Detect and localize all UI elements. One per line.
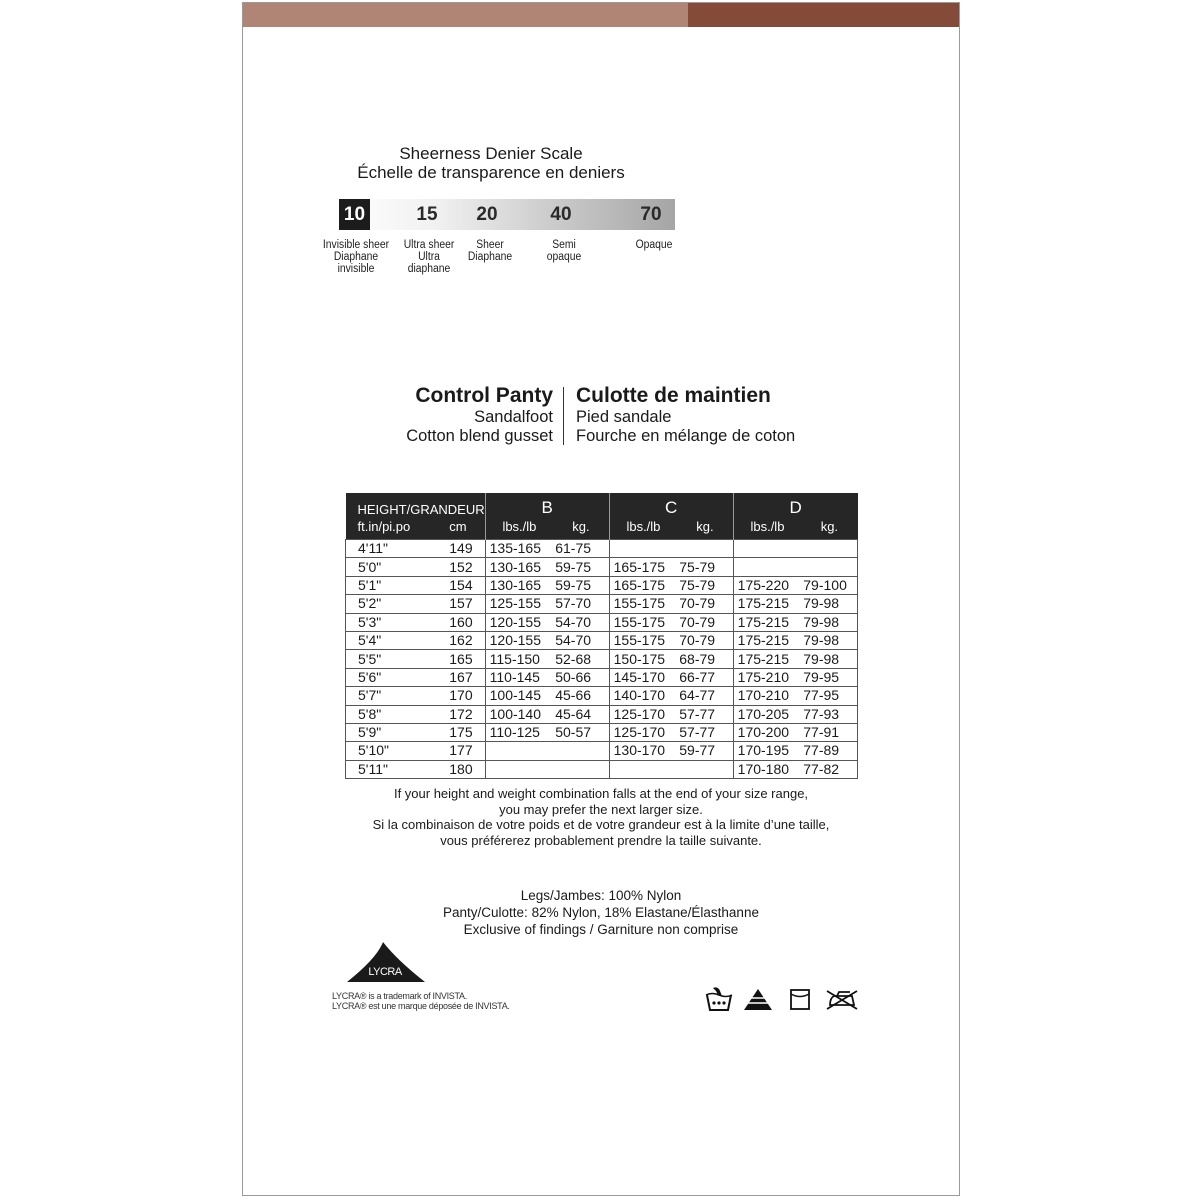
kg-header-d: kg. bbox=[801, 518, 857, 540]
cell-c-kg: 64-77 bbox=[677, 687, 733, 705]
denier-scale-title-fr: Échelle de transparence en deniers bbox=[357, 163, 625, 182]
kg-header-b: kg. bbox=[553, 518, 609, 540]
denier-label-20: Sheer Diaphane bbox=[467, 239, 513, 263]
cell-d-kg: 77-89 bbox=[801, 742, 857, 760]
cell-b-kg: 54-70 bbox=[553, 613, 609, 631]
cell-d-kg bbox=[801, 540, 857, 558]
cell-b-kg bbox=[553, 760, 609, 778]
denier-value-40: 40 bbox=[550, 204, 572, 225]
product-name-fr: Culotte de maintien bbox=[576, 384, 771, 407]
cell-b-lbs: 135-165 bbox=[485, 540, 553, 558]
lycra-trademark-fr: LYCRA® est une marque déposée de INVISTA. bbox=[332, 1001, 510, 1011]
cell-cm: 175 bbox=[435, 723, 485, 741]
lycra-trademark-en: LYCRA® is a trademark of INVISTA. bbox=[332, 991, 467, 1001]
table-row bbox=[346, 558, 858, 576]
cell-d-kg: 79-98 bbox=[801, 613, 857, 631]
cell-d-kg: 79-95 bbox=[801, 668, 857, 686]
product-foot-fr: Pied sandale bbox=[576, 408, 672, 426]
cell-c-lbs: 155-175 bbox=[609, 631, 677, 649]
cell-d-kg: 77-95 bbox=[801, 687, 857, 705]
lycra-logo bbox=[343, 938, 427, 986]
size-note-fr-2: vous préférerez probablement prendre la taille suivante. bbox=[440, 832, 762, 848]
ft-header: ft.in/pi.po bbox=[346, 518, 435, 540]
cell-d-lbs: 170-200 bbox=[733, 723, 801, 741]
hand-wash-icon bbox=[704, 986, 734, 1012]
table-row bbox=[346, 687, 858, 705]
product-divider bbox=[563, 387, 564, 445]
cell-cm: 167 bbox=[435, 668, 485, 686]
cell-b-kg: 52-68 bbox=[553, 650, 609, 668]
cell-b-lbs: 100-145 bbox=[485, 687, 553, 705]
cell-b-lbs bbox=[485, 742, 553, 760]
cell-cm: 160 bbox=[435, 613, 485, 631]
cell-d-lbs bbox=[733, 540, 801, 558]
lbs-header-c: lbs./lb bbox=[609, 518, 677, 540]
cell-d-lbs: 170-210 bbox=[733, 687, 801, 705]
cell-c-kg bbox=[677, 540, 733, 558]
product-gusset-fr: Fourche en mélange de coton bbox=[576, 427, 796, 445]
cell-d-kg: 79-98 bbox=[801, 650, 857, 668]
group-header-b: B bbox=[485, 493, 609, 518]
fabric-panty: Panty/Culotte: 82% Nylon, 18% Elastane/Élasthanne bbox=[443, 905, 759, 920]
size-chart bbox=[345, 493, 858, 779]
cell-cm: 177 bbox=[435, 742, 485, 760]
cell-d-lbs: 175-215 bbox=[733, 631, 801, 649]
cell-b-kg: 59-75 bbox=[553, 558, 609, 576]
product-description-fr bbox=[576, 384, 795, 446]
cell-b-lbs: 130-165 bbox=[485, 576, 553, 594]
cell-cm: 180 bbox=[435, 760, 485, 778]
size-note-en-1: If your height and weight combination falls at the end of your size range, bbox=[393, 786, 809, 801]
non-chlorine-bleach-icon bbox=[742, 986, 774, 1012]
cell-b-kg: 50-66 bbox=[553, 668, 609, 686]
cell-b-kg bbox=[553, 742, 609, 760]
cell-ft: 5'5" bbox=[346, 650, 435, 668]
cell-c-kg: 70-79 bbox=[677, 595, 733, 613]
cell-c-lbs: 155-175 bbox=[609, 613, 677, 631]
cell-cm: 172 bbox=[435, 705, 485, 723]
cell-c-lbs bbox=[609, 540, 677, 558]
cell-ft: 5'6" bbox=[346, 668, 435, 686]
cell-ft: 5'7" bbox=[346, 687, 435, 705]
table-row bbox=[346, 650, 858, 668]
denier-value-70: 70 bbox=[640, 204, 662, 225]
table-row bbox=[346, 705, 858, 723]
cell-d-kg: 79-98 bbox=[801, 595, 857, 613]
cell-cm: 170 bbox=[435, 687, 485, 705]
cell-c-kg: 75-79 bbox=[677, 576, 733, 594]
cell-c-kg bbox=[677, 760, 733, 778]
denier-value-15: 15 bbox=[416, 204, 438, 225]
package-back bbox=[242, 2, 960, 1196]
fabric-content bbox=[243, 887, 959, 938]
cell-b-lbs: 120-155 bbox=[485, 631, 553, 649]
denier-value-10: 10 bbox=[339, 199, 370, 230]
cell-b-lbs: 125-155 bbox=[485, 595, 553, 613]
fabric-legs: Legs/Jambes: 100% Nylon bbox=[520, 888, 682, 903]
cell-d-lbs: 175-215 bbox=[733, 595, 801, 613]
cm-header: cm bbox=[435, 518, 485, 540]
cell-ft: 5'9" bbox=[346, 723, 435, 741]
cell-b-lbs: 130-165 bbox=[485, 558, 553, 576]
cell-d-lbs: 170-195 bbox=[733, 742, 801, 760]
cell-b-lbs: 120-155 bbox=[485, 613, 553, 631]
table-row bbox=[346, 668, 858, 686]
cell-c-lbs bbox=[609, 760, 677, 778]
do-not-iron-icon bbox=[824, 986, 860, 1012]
cell-cm: 162 bbox=[435, 631, 485, 649]
cell-d-lbs bbox=[733, 558, 801, 576]
cell-cm: 154 bbox=[435, 576, 485, 594]
cell-c-kg: 75-79 bbox=[677, 558, 733, 576]
size-note-en-2: you may prefer the next larger size. bbox=[499, 801, 703, 817]
cell-b-kg: 59-75 bbox=[553, 576, 609, 594]
cell-d-lbs: 170-180 bbox=[733, 760, 801, 778]
fabric-findings: Exclusive of findings / Garniture non comprise bbox=[463, 922, 739, 937]
cell-cm: 149 bbox=[435, 540, 485, 558]
cell-d-kg: 77-93 bbox=[801, 705, 857, 723]
cell-d-lbs: 175-215 bbox=[733, 650, 801, 668]
table-row bbox=[346, 742, 858, 760]
lycra-logo-text: LYCRA bbox=[368, 966, 402, 978]
cell-c-kg: 68-79 bbox=[677, 650, 733, 668]
cell-b-lbs: 100-140 bbox=[485, 705, 553, 723]
cell-ft: 5'11" bbox=[346, 760, 435, 778]
table-row bbox=[346, 595, 858, 613]
denier-label-70: Opaque bbox=[635, 239, 673, 251]
group-header-c: C bbox=[609, 493, 733, 518]
cell-b-kg: 45-66 bbox=[553, 687, 609, 705]
cell-b-kg: 50-57 bbox=[553, 723, 609, 741]
cell-c-lbs: 165-175 bbox=[609, 558, 677, 576]
cell-d-lbs: 170-205 bbox=[733, 705, 801, 723]
cell-ft: 5'2" bbox=[346, 595, 435, 613]
denier-value-20: 20 bbox=[476, 204, 498, 225]
cell-c-lbs: 125-170 bbox=[609, 723, 677, 741]
cell-ft: 5'10" bbox=[346, 742, 435, 760]
cell-ft: 5'4" bbox=[346, 631, 435, 649]
group-header-d: D bbox=[733, 493, 857, 518]
table-row bbox=[346, 723, 858, 741]
cell-d-kg: 77-82 bbox=[801, 760, 857, 778]
denier-label-10: Invisible sheer Diaphane invisible bbox=[322, 239, 390, 275]
cell-ft: 4'11" bbox=[346, 540, 435, 558]
cell-c-kg: 57-77 bbox=[677, 723, 733, 741]
cell-b-lbs bbox=[485, 760, 553, 778]
cell-c-lbs: 155-175 bbox=[609, 595, 677, 613]
cell-ft: 5'0" bbox=[346, 558, 435, 576]
cell-d-lbs: 175-210 bbox=[733, 668, 801, 686]
color-band-dark bbox=[688, 3, 959, 27]
cell-b-kg: 45-64 bbox=[553, 705, 609, 723]
cell-ft: 5'8" bbox=[346, 705, 435, 723]
product-foot-en: Sandalfoot bbox=[474, 408, 553, 426]
cell-c-kg: 70-79 bbox=[677, 631, 733, 649]
line-dry-icon bbox=[788, 986, 812, 1012]
cell-c-kg: 66-77 bbox=[677, 668, 733, 686]
lbs-header-d: lbs./lb bbox=[733, 518, 801, 540]
lbs-header-b: lbs./lb bbox=[485, 518, 553, 540]
table-row bbox=[346, 760, 858, 778]
cell-ft: 5'1" bbox=[346, 576, 435, 594]
cell-b-kg: 54-70 bbox=[553, 631, 609, 649]
cell-c-kg: 59-77 bbox=[677, 742, 733, 760]
cell-c-lbs: 125-170 bbox=[609, 705, 677, 723]
denier-scale-title-en: Sheerness Denier Scale bbox=[399, 144, 583, 163]
product-name-en: Control Panty bbox=[415, 384, 553, 407]
cell-b-lbs: 115-150 bbox=[485, 650, 553, 668]
cell-d-kg: 77-91 bbox=[801, 723, 857, 741]
cell-b-kg: 61-75 bbox=[553, 540, 609, 558]
cell-c-lbs: 140-170 bbox=[609, 687, 677, 705]
cell-d-lbs: 175-215 bbox=[733, 613, 801, 631]
denier-label-40: Semi opaque bbox=[546, 239, 582, 263]
cell-c-lbs: 150-175 bbox=[609, 650, 677, 668]
denier-scale-bar bbox=[339, 199, 675, 230]
cell-b-lbs: 110-145 bbox=[485, 668, 553, 686]
cell-ft: 5'3" bbox=[346, 613, 435, 631]
size-note bbox=[243, 786, 959, 848]
cell-cm: 157 bbox=[435, 595, 485, 613]
cell-d-kg: 79-98 bbox=[801, 631, 857, 649]
table-row bbox=[346, 540, 858, 558]
denier-label-15: Ultra sheer Ultra diaphane bbox=[403, 239, 455, 275]
cell-d-kg bbox=[801, 558, 857, 576]
cell-b-kg: 57-70 bbox=[553, 595, 609, 613]
height-header: HEIGHT/GRANDEUR bbox=[346, 493, 486, 518]
cell-b-lbs: 110-125 bbox=[485, 723, 553, 741]
cell-c-kg: 57-77 bbox=[677, 705, 733, 723]
cell-cm: 165 bbox=[435, 650, 485, 668]
table-row bbox=[346, 576, 858, 594]
kg-header-c: kg. bbox=[677, 518, 733, 540]
table-row bbox=[346, 631, 858, 649]
color-band-light bbox=[243, 3, 688, 27]
cell-c-lbs: 130-170 bbox=[609, 742, 677, 760]
cell-c-kg: 70-79 bbox=[677, 613, 733, 631]
table-row bbox=[346, 613, 858, 631]
product-gusset-en: Cotton blend gusset bbox=[406, 427, 553, 445]
size-chart-body bbox=[346, 540, 858, 779]
size-note-fr-1: Si la combinaison de votre poids et de votre grandeur est à la limite d’une taille, bbox=[372, 817, 830, 832]
cell-cm: 152 bbox=[435, 558, 485, 576]
cell-c-lbs: 145-170 bbox=[609, 668, 677, 686]
cell-d-kg: 79-100 bbox=[801, 576, 857, 594]
cell-d-lbs: 175-220 bbox=[733, 576, 801, 594]
product-description-en bbox=[406, 384, 553, 446]
cell-c-lbs: 165-175 bbox=[609, 576, 677, 594]
